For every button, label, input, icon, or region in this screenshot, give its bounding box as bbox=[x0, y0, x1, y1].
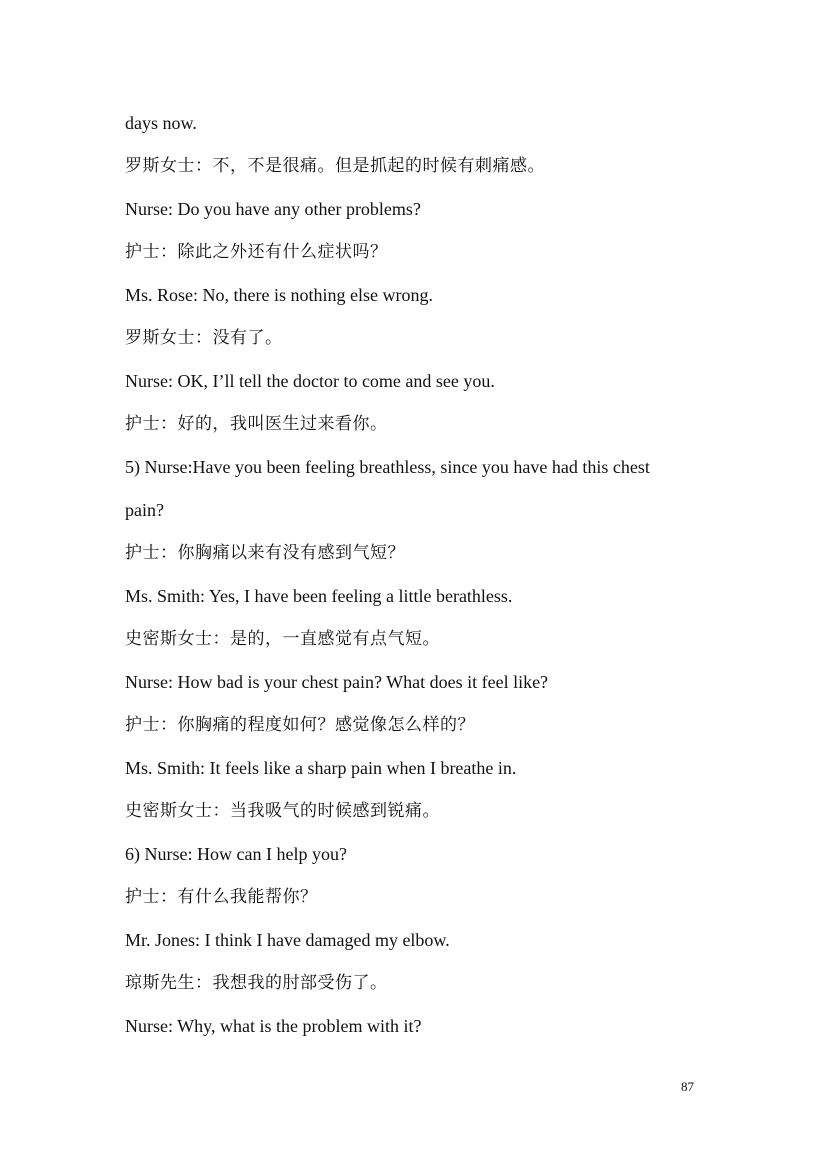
text-line: 5) Nurse:Have you been feeling breathless, since you have had this chest bbox=[125, 457, 650, 477]
text-line: 6) Nurse: How can I help you? bbox=[125, 844, 347, 864]
text-line: 护士：好的，我叫医生过来看你。 bbox=[125, 414, 388, 434]
text-line: 史密斯女士：是的，一直感觉有点气短。 bbox=[125, 629, 440, 649]
text-line: Ms. Rose: No, there is nothing else wrong. bbox=[125, 285, 433, 305]
text-line: Nurse: Why, what is the problem with it? bbox=[125, 1016, 422, 1036]
text-line: Mr. Jones: I think I have damaged my elbow. bbox=[125, 930, 450, 950]
text-line: 护士：除此之外还有什么症状吗？ bbox=[125, 242, 388, 262]
text-line: Nurse: How bad is your chest pain? What does it feel like? bbox=[125, 672, 549, 692]
text-line: Nurse: OK, I’ll tell the doctor to come and see you. bbox=[125, 371, 495, 391]
text-line: Ms. Smith: Yes, I have been feeling a little berathless. bbox=[125, 586, 513, 606]
dialogue-text bbox=[125, 111, 745, 1057]
page-number: 87 bbox=[681, 1079, 694, 1094]
text-line: pain? bbox=[125, 500, 164, 520]
text-line: 罗斯女士：没有了。 bbox=[125, 328, 283, 348]
text-line: 史密斯女士：当我吸气的时候感到锐痛。 bbox=[125, 801, 440, 821]
text-line: 护士：有什么我能帮你？ bbox=[125, 887, 318, 907]
text-line: Nurse: Do you have any other problems? bbox=[125, 199, 421, 219]
text-line: 护士：你胸痛的程度如何？感觉像怎么样的？ bbox=[125, 715, 475, 735]
text-line: 护士：你胸痛以来有没有感到气短？ bbox=[125, 543, 405, 563]
text-line: 琼斯先生：我想我的肘部受伤了。 bbox=[125, 973, 388, 993]
text-line: Ms. Smith: It feels like a sharp pain when I breathe in. bbox=[125, 758, 517, 778]
text-line: 罗斯女士：不，不是很痛。但是抓起的时候有刺痛感。 bbox=[125, 156, 545, 176]
text-line: days now. bbox=[125, 113, 197, 133]
